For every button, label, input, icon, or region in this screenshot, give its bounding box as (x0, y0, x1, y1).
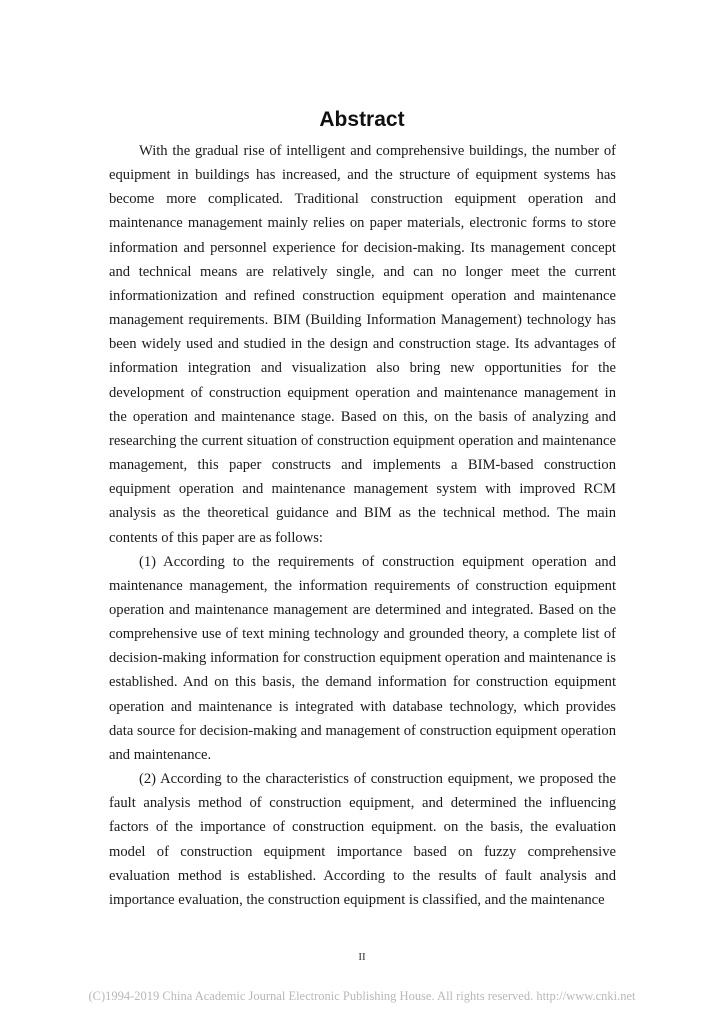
abstract-paragraph-3: (2) According to the characteristics of construction equipment, we proposed the fault analysis method of construction equipment, and determined the influencing factors of the importance of construction equipment. on the basis, the evaluation model of construction equipment importance based on fuzzy comprehensive evaluation method is established. According to the results of fault analysis and importance evaluation, the construction equipment is classified, and the maintenance (109, 771, 616, 908)
copyright-footer: (C)1994-2019 China Academic Journal Electronic Publishing House. All rights reserved. http://www.cnki.net (88, 989, 636, 1003)
page-title: Abstract (319, 108, 405, 132)
abstract-paragraph-2: (1) According to the requirements of construction equipment operation and maintenance management, the information requirements of construction equipment operation and maintenance management are determined and integrated. Based on the comprehensive use of text mining technology and grounded theory, a complete list of decision-making information for construction equipment operation and maintenance is established. And on this basis, the demand information for construction equipment operation and maintenance is integrated with database technology, which provides data source for decision-making and management of construction equipment operation and maintenance. (109, 553, 616, 763)
abstract-paragraph-1: With the gradual rise of intelligent and comprehensive buildings, the number of equipment in buildings has increased, and the structure of equipment systems has become more complicated. Traditional construction equipment operation and maintenance management mainly relies on paper materials, electronic forms to store information and personnel experience for decision-making. Its management concept and technical means are relatively single, and can no longer meet the current informationization and refined construction equipment operation and maintenance management requirements. BIM (Building Information Management) technology has been widely used and studied in the design and construction stage. Its advantages of information integration and visualization also bring new opportunities for the development of construction equipment operation and maintenance management in the operation and maintenance stage. Based on this, on the basis of analyzing and researching the current situation of construction equipment operation and maintenance management, this paper constructs and implements a BIM-based construction equipment operation and maintenance management system with improved RCM analysis as the theoretical guidance and BIM as the technical method. The main contents of this paper are as follows: (109, 143, 616, 546)
abstract-body (109, 139, 616, 912)
page-number: II (358, 951, 366, 963)
